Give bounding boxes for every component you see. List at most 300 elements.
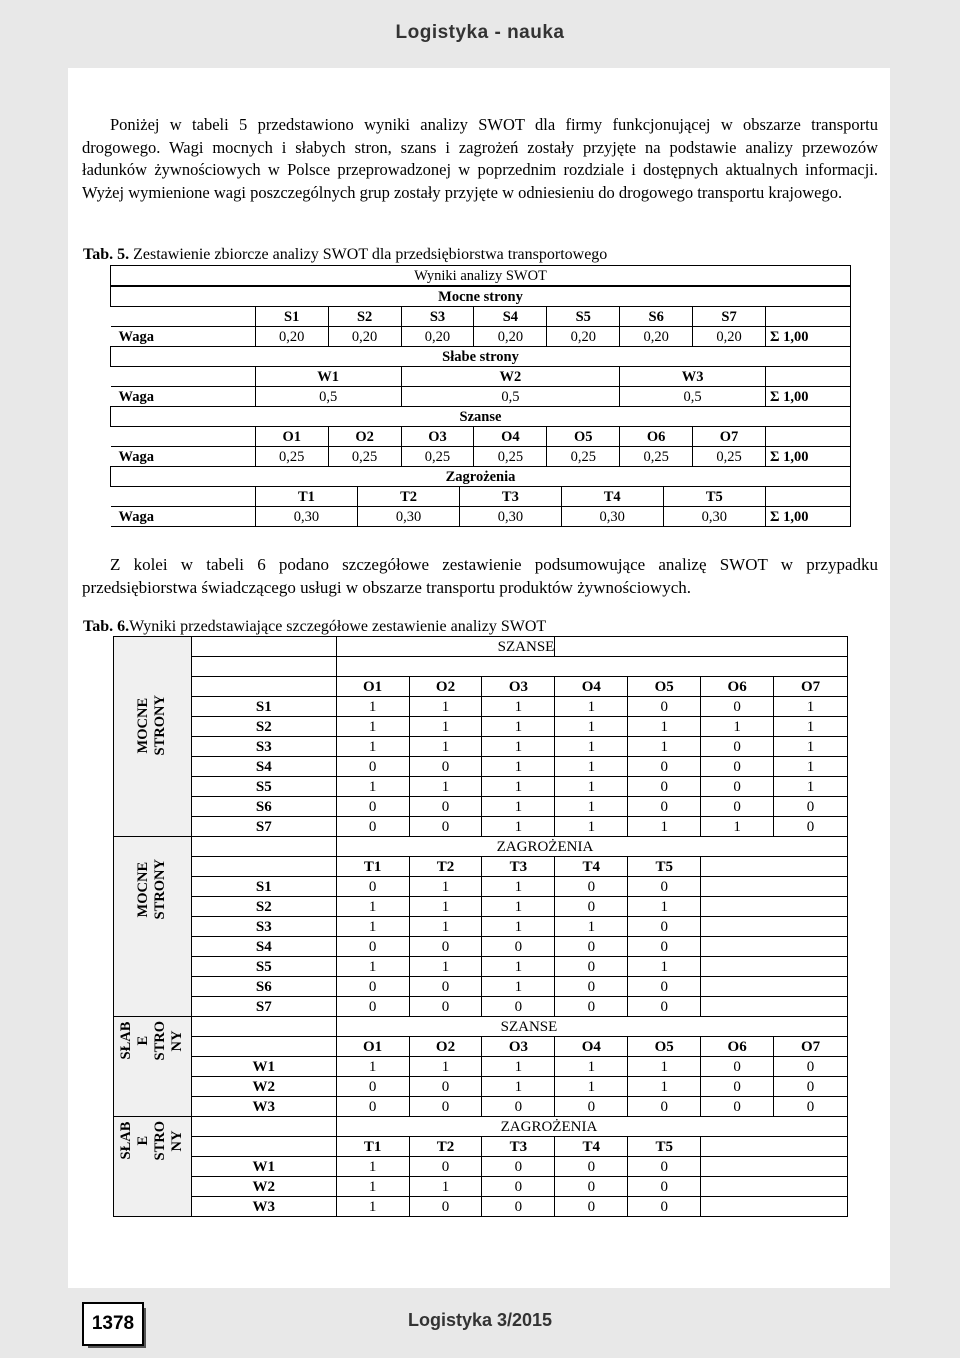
table6-blank bbox=[774, 977, 848, 997]
table5-col-header: T1 bbox=[256, 487, 358, 506]
table6-group-row bbox=[114, 837, 848, 857]
table5-col-header: O7 bbox=[693, 427, 766, 447]
table6-cell: 1 bbox=[482, 877, 555, 897]
table6-blank bbox=[701, 917, 774, 937]
table6-cell: 1 bbox=[555, 737, 628, 757]
intro-paragraph bbox=[82, 114, 878, 204]
table6-blank bbox=[701, 937, 774, 957]
table5-sum: Σ 1,00 bbox=[766, 447, 851, 467]
table6-blank bbox=[701, 977, 774, 997]
table6-cell: 1 bbox=[482, 777, 555, 797]
table6-cell: 1 bbox=[628, 897, 701, 917]
table6-col-header: O3 bbox=[482, 677, 555, 697]
table5-inner-row bbox=[256, 487, 765, 506]
table6-row-label: W3 bbox=[191, 1197, 336, 1217]
table6-cell: 0 bbox=[701, 1097, 774, 1117]
table6-cell: 0 bbox=[482, 1177, 555, 1197]
table6-cell: 0 bbox=[409, 977, 482, 997]
table6-blank bbox=[701, 1197, 774, 1217]
table6-data-row bbox=[114, 897, 848, 917]
table6-cell: 1 bbox=[482, 717, 555, 737]
table6-col-header: O7 bbox=[774, 1037, 848, 1057]
table6-cell: 1 bbox=[555, 1077, 628, 1097]
table5-weight: 0,20 bbox=[401, 327, 474, 347]
table6-blank bbox=[774, 997, 848, 1017]
table6-cell: 1 bbox=[336, 957, 409, 977]
table6-blank bbox=[774, 1177, 848, 1197]
table6-cell: 1 bbox=[409, 737, 482, 757]
table6-cell: 0 bbox=[774, 1057, 848, 1077]
table6-cell: 0 bbox=[409, 937, 482, 957]
table6-side-label bbox=[114, 837, 192, 1017]
table6-col-header: O4 bbox=[555, 1037, 628, 1057]
table6-cell: 0 bbox=[701, 757, 774, 777]
table5-caption-label: Tab. 5. bbox=[83, 246, 130, 263]
table6-cell: 1 bbox=[482, 957, 555, 977]
table6-cell: 1 bbox=[409, 957, 482, 977]
table6-row-label: S7 bbox=[191, 817, 336, 837]
table6-row-label: W1 bbox=[191, 1157, 336, 1177]
table6-cell: 1 bbox=[555, 917, 628, 937]
table6-data-row bbox=[114, 1157, 848, 1177]
table6-cell: 0 bbox=[555, 1177, 628, 1197]
table5-col-header: W1 bbox=[255, 367, 401, 387]
table6-blank bbox=[701, 1177, 774, 1197]
table6-group-row bbox=[114, 637, 848, 657]
table6-caption-label: Tab. 6. bbox=[83, 618, 130, 635]
table6-blank bbox=[191, 857, 336, 877]
table6-cell: 0 bbox=[482, 997, 555, 1017]
table6-cell: 0 bbox=[336, 817, 409, 837]
table6-blank bbox=[701, 877, 774, 897]
table6-data-row bbox=[114, 957, 848, 977]
table6-blank bbox=[191, 637, 336, 657]
table6-col-header: T1 bbox=[336, 1137, 409, 1157]
table6-cell: 1 bbox=[336, 717, 409, 737]
table6-cell: 0 bbox=[774, 1097, 848, 1117]
table5-group-title: Słabe strony bbox=[111, 347, 851, 367]
table5-weight-row bbox=[111, 447, 851, 467]
table6-col-header: T5 bbox=[628, 857, 701, 877]
table6-cell: 1 bbox=[774, 717, 848, 737]
table6-cell: 1 bbox=[409, 897, 482, 917]
table6-blank bbox=[336, 657, 847, 677]
table6-row-label: S7 bbox=[191, 997, 336, 1017]
table5-weight: 0,20 bbox=[328, 327, 401, 347]
table6-data-row bbox=[114, 1097, 848, 1117]
table6-cell: 1 bbox=[774, 777, 848, 797]
table5-blank bbox=[766, 367, 851, 387]
table6-cell: 1 bbox=[482, 897, 555, 917]
table5-title: Wyniki analizy SWOT bbox=[111, 266, 851, 287]
table6-col-header: O1 bbox=[336, 1037, 409, 1057]
table5-weight: 0,30 bbox=[358, 507, 460, 526]
table5-waga-label: Waga bbox=[111, 387, 256, 407]
table6-cell: 1 bbox=[628, 817, 701, 837]
table6-blank bbox=[701, 857, 774, 877]
table6-col-header: T3 bbox=[482, 857, 555, 877]
table6-row-label: S4 bbox=[191, 757, 336, 777]
table6-cell: 1 bbox=[482, 797, 555, 817]
mid-paragraph: Z kolei w tabeli 6 podano szczegółowe zestawienie podsumowujące analizę SWOT w przypadku przedsiębiorstwa świadczącego usługi w obszarze transportu produktów żywnościowych. bbox=[82, 555, 878, 597]
table5-col-header: T3 bbox=[459, 487, 561, 506]
magazine-issue: Logistyka 3/2015 bbox=[407, 1310, 553, 1330]
table6-cell: 0 bbox=[336, 1077, 409, 1097]
table5-col-header: O3 bbox=[401, 427, 474, 447]
table6-blank bbox=[191, 1017, 336, 1037]
table6-col-header: T2 bbox=[409, 857, 482, 877]
table6-data-row bbox=[114, 917, 848, 937]
table5-blank bbox=[111, 487, 256, 507]
table6-row-label: W1 bbox=[191, 1057, 336, 1077]
table6-data-row bbox=[114, 717, 848, 737]
table6-cell: 1 bbox=[409, 877, 482, 897]
table5-blank bbox=[111, 307, 256, 327]
table6-group-row bbox=[114, 1017, 848, 1037]
table6-cell: 0 bbox=[628, 757, 701, 777]
table5-weight-row bbox=[111, 387, 851, 407]
table6-header-row bbox=[114, 677, 848, 697]
table5-col-header: T4 bbox=[561, 487, 663, 506]
table5-col-header: W3 bbox=[620, 367, 766, 387]
table5-inner bbox=[256, 487, 765, 506]
table6-cell: 1 bbox=[555, 697, 628, 717]
table5-weight: 0,30 bbox=[663, 507, 765, 526]
table6-blank bbox=[774, 877, 848, 897]
table6-cell: 0 bbox=[774, 817, 848, 837]
table6-cell: 1 bbox=[482, 737, 555, 757]
table6-col-header: O5 bbox=[628, 677, 701, 697]
table6-row-label: S2 bbox=[191, 897, 336, 917]
table6-col-header: O4 bbox=[555, 677, 628, 697]
table6-header-row bbox=[114, 857, 848, 877]
table5-weight: 0,25 bbox=[328, 447, 401, 467]
table6-cell: 0 bbox=[628, 697, 701, 717]
table6-cell: 1 bbox=[409, 697, 482, 717]
table6-col-header: T1 bbox=[336, 857, 409, 877]
table5-col-header: W2 bbox=[401, 367, 620, 387]
table6-data-row bbox=[114, 1177, 848, 1197]
table6-cell: 0 bbox=[555, 1157, 628, 1177]
table6-cell: 1 bbox=[628, 1057, 701, 1077]
table6-data-row bbox=[114, 1077, 848, 1097]
table6-cell: 1 bbox=[628, 957, 701, 977]
table6-side-label bbox=[114, 1117, 192, 1217]
table6-cell: 0 bbox=[409, 797, 482, 817]
table5-group-row bbox=[111, 286, 851, 307]
table5-weight: 0,30 bbox=[459, 507, 561, 526]
table5-header-row bbox=[111, 367, 851, 387]
table6-blank bbox=[701, 1137, 774, 1157]
table5-col-header: T5 bbox=[663, 487, 765, 506]
table5-col-header: O5 bbox=[547, 427, 620, 447]
table6-cell: 0 bbox=[409, 997, 482, 1017]
table6-col-header: T3 bbox=[482, 1137, 555, 1157]
table6-data-row bbox=[114, 777, 848, 797]
table6-cell: 0 bbox=[628, 1197, 701, 1217]
table6-cell: 1 bbox=[555, 777, 628, 797]
table6-cell: 0 bbox=[409, 817, 482, 837]
table6-header-row bbox=[114, 1037, 848, 1057]
table6-cell: 1 bbox=[774, 697, 848, 717]
table6-cell: 1 bbox=[409, 777, 482, 797]
table6-col-header: O2 bbox=[409, 1037, 482, 1057]
table6-data-row bbox=[114, 977, 848, 997]
table5-col-header: S5 bbox=[547, 307, 620, 327]
table6-cell: 0 bbox=[628, 797, 701, 817]
table5-weight: 0,30 bbox=[256, 507, 358, 526]
table6-data-row bbox=[114, 757, 848, 777]
table5-weight: 0,5 bbox=[620, 387, 766, 407]
table5-weight: 0,25 bbox=[620, 447, 693, 467]
table6-blank bbox=[774, 897, 848, 917]
table6-cell: 1 bbox=[409, 1057, 482, 1077]
table6-col-header: O6 bbox=[701, 1037, 774, 1057]
table6-side-text: SŁAB E STRO NY bbox=[118, 1121, 186, 1161]
table6-header-row bbox=[114, 1137, 848, 1157]
table6-cell: 0 bbox=[409, 757, 482, 777]
table6-cell: 0 bbox=[628, 877, 701, 897]
table6-caption-text: Wyniki przedstawiające szczegółowe zestawienie analizy SWOT bbox=[129, 618, 547, 635]
table6-col-header: O7 bbox=[774, 677, 848, 697]
table6-data-row bbox=[114, 997, 848, 1017]
table6-side-text: SŁAB E STRO NY bbox=[118, 1021, 186, 1061]
table6-cell: 1 bbox=[336, 1177, 409, 1197]
table6-cell: 0 bbox=[555, 1197, 628, 1217]
table5-weight: 0,25 bbox=[693, 447, 766, 467]
table5-weight: 0,20 bbox=[255, 327, 328, 347]
table6-col-header: T4 bbox=[555, 1137, 628, 1157]
table6-cell: 0 bbox=[336, 997, 409, 1017]
table6-cell: 0 bbox=[409, 1197, 482, 1217]
table5-group-title: Zagrożenia bbox=[111, 467, 851, 487]
table5-col-header: O6 bbox=[620, 427, 693, 447]
table5-weight: 0,30 bbox=[561, 507, 663, 526]
table5-sum: Σ 1,00 bbox=[766, 507, 851, 527]
table5-col-header: S6 bbox=[620, 307, 693, 327]
table6-blank bbox=[774, 1137, 848, 1157]
table5-col-header: S3 bbox=[401, 307, 474, 327]
table6-spacer-row bbox=[114, 657, 848, 677]
table5-blank bbox=[766, 487, 851, 507]
table6-row-label: S1 bbox=[191, 697, 336, 717]
table6-cell: 1 bbox=[628, 737, 701, 757]
table6-row-label: S1 bbox=[191, 877, 336, 897]
table6-col-header: O1 bbox=[336, 677, 409, 697]
table6-cell: 0 bbox=[774, 1077, 848, 1097]
table6-row-label: S3 bbox=[191, 917, 336, 937]
table5-header-row bbox=[111, 307, 851, 327]
table6-col-header: T2 bbox=[409, 1137, 482, 1157]
table6-cell: 0 bbox=[701, 737, 774, 757]
table5-weight: 0,25 bbox=[401, 447, 474, 467]
table6-cell: 1 bbox=[409, 917, 482, 937]
table6-cell: 0 bbox=[336, 877, 409, 897]
table6-cell: 0 bbox=[701, 797, 774, 817]
table6-cell: 1 bbox=[482, 977, 555, 997]
table6-cell: 0 bbox=[409, 1097, 482, 1117]
table5-weight-row bbox=[111, 507, 851, 527]
table5-group-row bbox=[111, 347, 851, 367]
table6-cell: 0 bbox=[336, 797, 409, 817]
table5-group-title: Mocne strony bbox=[111, 286, 851, 307]
table5-sum: Σ 1,00 bbox=[766, 327, 851, 347]
table5-title-row bbox=[111, 266, 851, 287]
table6-col-header: T5 bbox=[628, 1137, 701, 1157]
table5-waga-label: Waga bbox=[111, 447, 256, 467]
table6-caption bbox=[83, 618, 546, 636]
table6-cell: 1 bbox=[628, 1077, 701, 1097]
table6-data-row bbox=[114, 817, 848, 837]
table5-weight: 0,25 bbox=[547, 447, 620, 467]
table6-cell: 0 bbox=[555, 897, 628, 917]
table6-side-text: MOCNE STRONY bbox=[135, 695, 169, 756]
table6-cell: 1 bbox=[701, 717, 774, 737]
table6-col-header: O6 bbox=[701, 677, 774, 697]
table5-weight: 0,5 bbox=[401, 387, 620, 407]
table6-row-label: W3 bbox=[191, 1097, 336, 1117]
table6-cell: 0 bbox=[555, 997, 628, 1017]
table6-cell: 0 bbox=[555, 1097, 628, 1117]
table5-weight: 0,25 bbox=[255, 447, 328, 467]
table6-cell: 1 bbox=[336, 1197, 409, 1217]
table5-col-header-wrap bbox=[255, 487, 765, 507]
table6-group-title: SZANSE bbox=[336, 637, 555, 657]
table6-cell: 0 bbox=[482, 1197, 555, 1217]
table6-group-title: SZANSE bbox=[336, 1017, 847, 1037]
table6-cell: 0 bbox=[628, 917, 701, 937]
table5-sum: Σ 1,00 bbox=[766, 387, 851, 407]
table5-inner bbox=[256, 507, 765, 526]
table5-blank bbox=[111, 427, 256, 447]
table6-blank bbox=[774, 957, 848, 977]
table6-row-label: S5 bbox=[191, 777, 336, 797]
table6-cell: 0 bbox=[336, 757, 409, 777]
table6-cell: 0 bbox=[482, 1097, 555, 1117]
table5-col-header: S4 bbox=[474, 307, 547, 327]
table6-cell: 1 bbox=[555, 717, 628, 737]
table5-blank bbox=[766, 307, 851, 327]
table6-blank bbox=[701, 897, 774, 917]
table6-cell: 0 bbox=[555, 957, 628, 977]
table6-cell: 0 bbox=[701, 1077, 774, 1097]
swot-detail-table bbox=[113, 636, 848, 1217]
table6-row-label: S2 bbox=[191, 717, 336, 737]
table6-cell: 1 bbox=[482, 1057, 555, 1077]
table5-col-header: S1 bbox=[255, 307, 328, 327]
table6-cell: 0 bbox=[409, 1077, 482, 1097]
table5-blank bbox=[766, 427, 851, 447]
table6-blank bbox=[191, 1137, 336, 1157]
table6-cell: 1 bbox=[336, 737, 409, 757]
table6-row-label: S5 bbox=[191, 957, 336, 977]
table6-row-label: W2 bbox=[191, 1077, 336, 1097]
table6-row-label: S3 bbox=[191, 737, 336, 757]
table6-cell: 0 bbox=[482, 937, 555, 957]
table6-cell: 1 bbox=[555, 817, 628, 837]
table6-cell: 0 bbox=[628, 1177, 701, 1197]
table6-cell: 0 bbox=[336, 937, 409, 957]
table6-cell: 1 bbox=[555, 797, 628, 817]
table5-weight: 0,25 bbox=[474, 447, 547, 467]
table5-header-row bbox=[111, 487, 851, 507]
table6-blank bbox=[701, 997, 774, 1017]
table6-data-row bbox=[114, 1057, 848, 1077]
table6-blank bbox=[774, 1157, 848, 1177]
table5-caption bbox=[83, 246, 607, 264]
table5-group-row bbox=[111, 407, 851, 427]
table6-cell: 1 bbox=[482, 757, 555, 777]
table6-cell: 0 bbox=[701, 697, 774, 717]
table6-data-row bbox=[114, 737, 848, 757]
intro-text: Poniżej w tabeli 5 przedstawiono wyniki analizy SWOT dla firmy funkcjonującej w obszarze transportu drogowego. Wagi mocnych i słabych stron, szans i zagrożeń zostały przyjęte na podstawie analizy przewozów ładunków żywnościowych w Polsce przeprowadzonej w poprzednim rozdziale i dostępnych aktualnych informacji. Wyżej wymienione wagi poszczególnych grup zostały przyjęte w odniesieniu do drogowego transportu krajowego. bbox=[82, 115, 878, 202]
table5-caption-text: Zestawienie zbiorcze analizy SWOT dla przedsiębiorstwa transportowego bbox=[129, 246, 608, 263]
table6-cell: 0 bbox=[336, 1097, 409, 1117]
table6-cell: 0 bbox=[555, 977, 628, 997]
table6-col-header: T4 bbox=[555, 857, 628, 877]
table6-cell: 1 bbox=[409, 1177, 482, 1197]
swot-summary-table bbox=[110, 265, 851, 527]
table6-cell: 1 bbox=[336, 917, 409, 937]
table5-group-row bbox=[111, 467, 851, 487]
table6-blank bbox=[191, 677, 336, 697]
table6-cell: 1 bbox=[555, 1057, 628, 1077]
table6-cell: 1 bbox=[482, 1077, 555, 1097]
table6-group-title: ZAGROŻENIA bbox=[336, 1117, 847, 1137]
table6-blank bbox=[191, 837, 336, 857]
table5-waga-label: Waga bbox=[111, 507, 256, 527]
table6-cell: 0 bbox=[409, 1157, 482, 1177]
table5-col-header: S7 bbox=[693, 307, 766, 327]
table5-group-title: Szanse bbox=[111, 407, 851, 427]
table6-blank bbox=[191, 1117, 336, 1137]
table6-cell: 0 bbox=[628, 1097, 701, 1117]
table6-cell: 1 bbox=[774, 737, 848, 757]
table6-row-label: W2 bbox=[191, 1177, 336, 1197]
table6-row-label: S4 bbox=[191, 937, 336, 957]
table6-col-header: O2 bbox=[409, 677, 482, 697]
table6-group-row bbox=[114, 1117, 848, 1137]
running-header: Logistyka - nauka bbox=[395, 22, 565, 43]
table6-side-label bbox=[114, 1017, 192, 1117]
table6-cell: 1 bbox=[774, 757, 848, 777]
table6-data-row bbox=[114, 797, 848, 817]
table6-cell: 1 bbox=[482, 917, 555, 937]
table6-blank bbox=[191, 657, 336, 677]
table6-row-label: S6 bbox=[191, 977, 336, 997]
table6-cell: 1 bbox=[336, 697, 409, 717]
table6-cell: 1 bbox=[628, 717, 701, 737]
table6-blank bbox=[774, 917, 848, 937]
table5-col-header: S2 bbox=[328, 307, 401, 327]
table6-cell: 0 bbox=[628, 937, 701, 957]
table6-cell: 0 bbox=[774, 797, 848, 817]
table6-cell: 1 bbox=[555, 757, 628, 777]
table6-blank bbox=[191, 1037, 336, 1057]
table6-blank bbox=[774, 1197, 848, 1217]
table6-cell: 1 bbox=[409, 717, 482, 737]
table6-cell: 1 bbox=[701, 817, 774, 837]
table5-weight: 0,20 bbox=[620, 327, 693, 347]
table5-col-header: O1 bbox=[255, 427, 328, 447]
table6-cell: 1 bbox=[336, 1157, 409, 1177]
table6-cell: 0 bbox=[628, 1157, 701, 1177]
table6-cell: 0 bbox=[555, 937, 628, 957]
table5-col-header: O4 bbox=[474, 427, 547, 447]
table5-weight: 0,20 bbox=[693, 327, 766, 347]
table6-cell: 1 bbox=[482, 817, 555, 837]
table6-cell: 0 bbox=[336, 977, 409, 997]
